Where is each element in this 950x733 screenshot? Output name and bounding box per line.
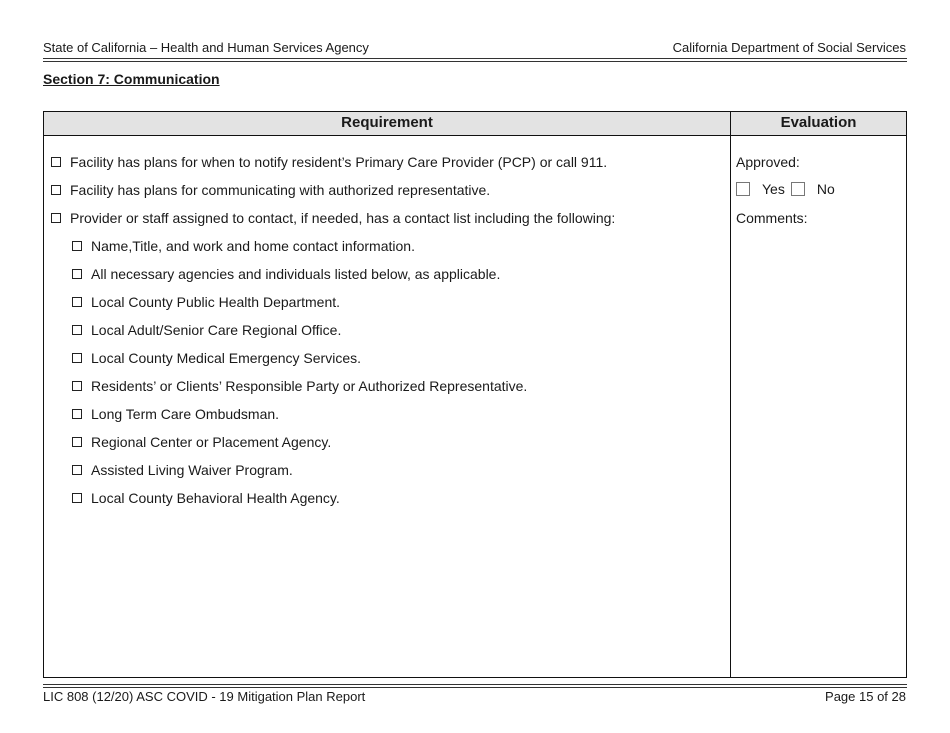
checkbox[interactable] (72, 325, 82, 335)
header-department: California Department of Social Services (672, 40, 906, 55)
contact-list-text: Local Adult/Senior Care Regional Office. (91, 322, 342, 338)
contact-list-text: Local County Public Health Department. (91, 294, 341, 310)
no-label: No (816, 181, 835, 197)
header-rule (43, 61, 907, 62)
checkbox[interactable] (51, 185, 61, 195)
table-header-row (44, 112, 906, 136)
footer-rule (43, 684, 907, 685)
requirement-item (51, 182, 490, 198)
checkbox[interactable] (72, 353, 82, 363)
requirements-table (43, 111, 907, 678)
checkbox[interactable] (72, 269, 82, 279)
contact-list-text: Name,Title, and work and home contact information. (91, 238, 415, 254)
column-divider (730, 112, 731, 677)
yes-checkbox[interactable] (736, 182, 750, 196)
page-number: Page 15 of 28 (825, 689, 906, 704)
approval-choice (736, 181, 835, 197)
checkbox[interactable] (72, 493, 82, 503)
section-title: Section 7: Communication (43, 71, 220, 87)
requirement-item (51, 210, 615, 226)
contact-list-item (72, 350, 361, 366)
checkbox[interactable] (72, 297, 82, 307)
checkbox[interactable] (72, 465, 82, 475)
column-header-evaluation: Evaluation (780, 114, 857, 131)
contact-list-item (72, 490, 340, 506)
footer-rule (43, 687, 907, 688)
checkbox[interactable] (72, 241, 82, 251)
requirement-text: Facility has plans for communicating with authorized representative. (70, 182, 491, 198)
contact-list-text: Regional Center or Placement Agency. (91, 434, 332, 450)
column-header-requirement: Requirement (341, 114, 433, 131)
checkbox[interactable] (72, 381, 82, 391)
contact-list-item (72, 434, 331, 450)
contact-list-item (72, 294, 340, 310)
contact-list-item (72, 406, 279, 422)
comments-label: Comments: (736, 210, 808, 226)
header-agency: State of California – Health and Human Services Agency (43, 40, 369, 55)
requirement-text: Facility has plans for when to notify resident’s Primary Care Provider (PCP) or call 911. (70, 154, 608, 170)
yes-label: Yes (762, 181, 785, 197)
contact-list-text: Long Term Care Ombudsman. (91, 406, 280, 422)
contact-list-text: Residents’ or Clients’ Responsible Party or Authorized Representative. (91, 378, 528, 394)
checkbox[interactable] (72, 409, 82, 419)
checkbox[interactable] (72, 437, 82, 447)
no-checkbox[interactable] (791, 182, 805, 196)
header-rule (43, 58, 907, 59)
footer-form-id: LIC 808 (12/20) ASC COVID - 19 Mitigation Plan Report (43, 689, 366, 704)
contact-list-item (72, 266, 500, 282)
checkbox[interactable] (51, 157, 61, 167)
contact-list-text: Assisted Living Waiver Program. (91, 462, 293, 478)
contact-list-text: All necessary agencies and individuals listed below, as applicable. (91, 266, 501, 282)
contact-list-item (72, 378, 527, 394)
contact-list-item (72, 462, 293, 478)
checkbox[interactable] (51, 213, 61, 223)
contact-list-item (72, 322, 341, 338)
requirement-text: Provider or staff assigned to contact, if needed, has a contact list including the following: (70, 210, 616, 226)
contact-list-text: Local County Behavioral Health Agency. (91, 490, 340, 506)
approved-label: Approved: (736, 154, 800, 170)
contact-list-item (72, 238, 415, 254)
contact-list-text: Local County Medical Emergency Services. (91, 350, 362, 366)
requirement-item (51, 154, 607, 170)
